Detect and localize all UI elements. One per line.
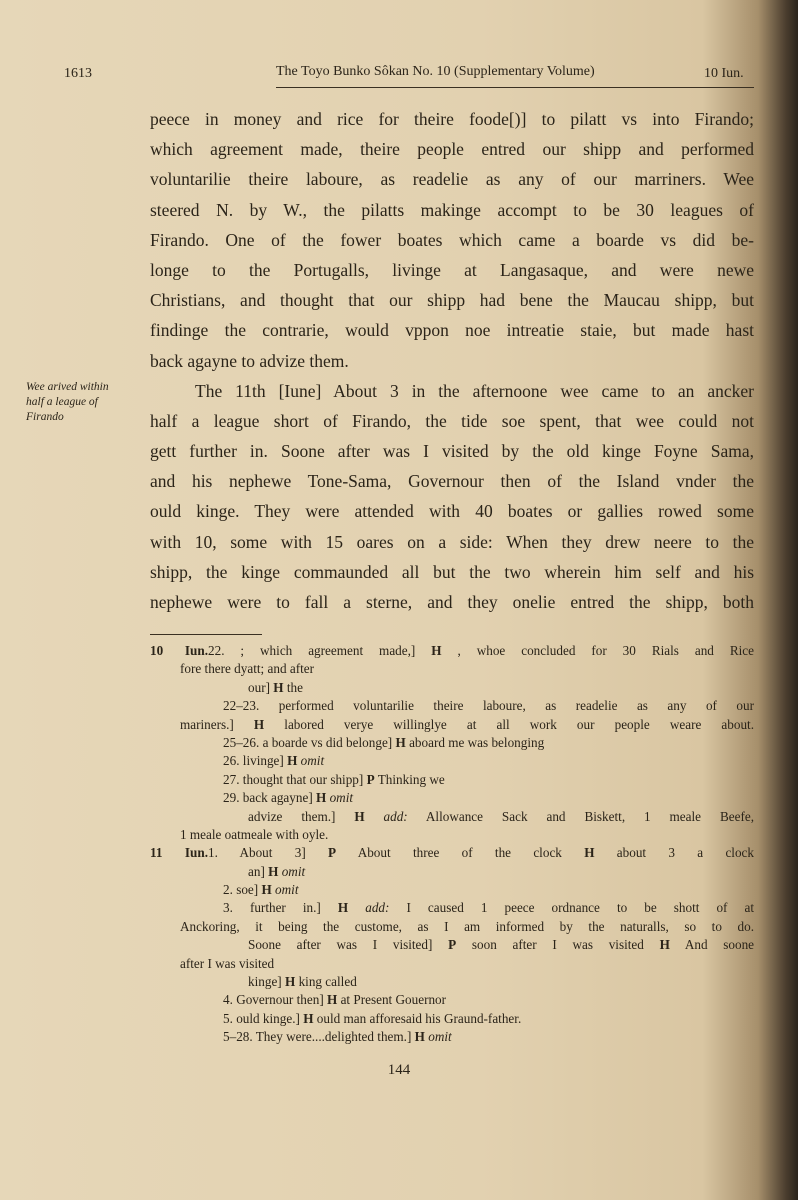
- main-text: [150, 104, 754, 617]
- note-line: Anckoring, it being the custome, as I am informed by the naturalls, so to do.: [180, 918, 754, 934]
- note-line: 5. ould kinge.] H ould man afforesaid his Graund-father.: [223, 1010, 522, 1026]
- margin-note-line: Wee arived within: [26, 381, 109, 393]
- text-line: steered N. by W., the pilatts makinge accompt to be 30 leagues of: [150, 199, 754, 220]
- page-number: 144: [387, 1062, 411, 1078]
- note-line: 25–26. a boarde vs did belonge] H aboard me was belonging: [223, 734, 545, 750]
- text-line: findinge the contrarie, would vppon noe intreatie staie, but made hast: [150, 320, 754, 341]
- note-line: 29. back agayne] H omit: [223, 790, 354, 806]
- text-line: Christians, and thought that our shipp had bene the Maucau shipp, but: [150, 290, 754, 311]
- margin-note-line: half a league of: [26, 396, 98, 408]
- note-line: kinge] H king called: [248, 974, 357, 990]
- text-line: back agayne to advize them.: [150, 350, 349, 371]
- margin-note: [26, 380, 146, 425]
- text-line: longe to the Portugalls, livinge at Langasaque, and were newe: [150, 259, 754, 280]
- text-line: half a league short of Firando, the tide soe spent, that wee could not: [150, 410, 754, 431]
- note-line: 26. livinge] H omit: [223, 753, 325, 769]
- text-line: with 10, some with 15 oares on a side: When they drew neere to the: [150, 531, 754, 552]
- note-line: 2. soe] H omit: [223, 882, 299, 898]
- note-line: 1 meale oatmeale with oyle.: [180, 826, 329, 842]
- text-line: ould kinge. They were attended with 40 boates or gallies rowed some: [150, 501, 754, 522]
- text-line: peece in money and rice for theire foode[)] to pilatt vs into Firando;: [150, 109, 754, 129]
- note-line: 10 Iun.22. ; which agreement made,] H , whoe concluded for 30 Rials and Rice: [150, 642, 754, 660]
- note-line: fore there dyatt; and after: [180, 661, 314, 677]
- textual-notes: [150, 642, 754, 1047]
- footnote-rule: [150, 634, 262, 635]
- text-line: nephewe were to fall a sterne, and they onelie entred the shipp, both: [150, 592, 754, 612]
- note-date: 10 Iun.: [150, 643, 208, 658]
- text-line: The 11th [Iune] About 3 in the afternoone wee came to an ancker: [195, 380, 754, 401]
- note-line: 4. Governour then] H at Present Gouernor: [223, 992, 447, 1008]
- header-rule: [276, 87, 754, 88]
- note-line: our] H the: [248, 679, 303, 695]
- text-line: voluntarilie theire laboure, as readelie as any of our marriners. Wee: [150, 169, 754, 190]
- text-line: Firando. One of the fower boates which came a boarde vs did be-: [150, 229, 754, 250]
- note-line: advize them.] H add: Allowance Sack and Biskett, 1 meale Beefe,: [248, 808, 754, 824]
- margin-note-line: Firando: [26, 411, 64, 423]
- note-date: 11 Iun.: [150, 845, 208, 861]
- note-line: 22–23. performed voluntarilie theire laboure, as readelie as any of our: [223, 698, 754, 714]
- text-line: gett further in. Soone after was I visited by the old kinge Foyne Sama,: [150, 441, 754, 462]
- text-line: and his nephewe Tone-Sama, Governour then of the Island vnder the: [150, 471, 754, 492]
- header-title: The Toyo Bunko Sôkan No. 10 (Supplementary Volume): [276, 64, 595, 79]
- note-line: Soone after was I visited] P soon after I was visited H And soone: [248, 937, 755, 953]
- note-line: 3. further in.] H add: I caused 1 peece ordnance to be shott of at: [223, 900, 755, 916]
- note-line: 5–28. They were....delighted them.] H omit: [223, 1029, 452, 1045]
- note-line: 11 Iun.1. About 3] P About three of the clock H about 3 a clock: [150, 844, 754, 862]
- running-header: [0, 62, 798, 86]
- note-line: 27. thought that our shipp] P Thinking we: [223, 771, 445, 787]
- header-year: 1613: [64, 66, 92, 81]
- text-line: shipp, the kinge commaunded all but the two wherein him self and his: [150, 561, 754, 582]
- note-line: after I was visited: [180, 955, 275, 971]
- text-line: which agreement made, theire people entred our shipp and performed: [150, 139, 754, 160]
- header-date: 10 Iun.: [704, 66, 744, 81]
- note-line: mariners.] H labored verye willinglye at all work our people weare about.: [180, 716, 754, 732]
- note-line: an] H omit: [248, 863, 306, 879]
